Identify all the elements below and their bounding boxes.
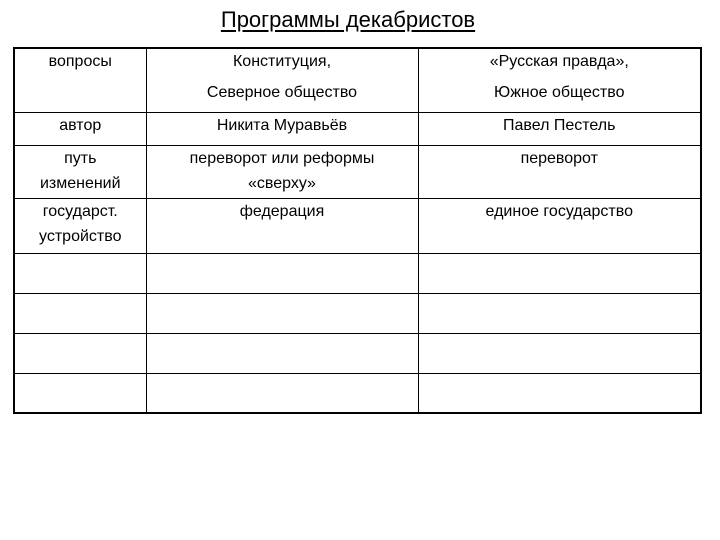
header-north-line-1: Конституция, xyxy=(232,53,332,70)
header-questions-label: вопросы xyxy=(48,53,112,70)
empty-cell xyxy=(418,334,701,374)
row-author-label: автор xyxy=(59,117,102,134)
row-structure-south: единое государство xyxy=(485,203,633,220)
row-structure-label-line-1: государст. xyxy=(42,203,118,220)
row-author-north: Никита Муравьёв xyxy=(216,117,348,134)
header-south-line-1: «Русская правда», xyxy=(489,53,629,70)
table-row-author xyxy=(14,113,701,146)
page-title-text: Программы декабристов xyxy=(220,7,476,32)
comparison-table xyxy=(13,47,702,414)
row-path-north-cell xyxy=(146,146,418,199)
empty-cell xyxy=(418,294,701,334)
page-title xyxy=(0,6,696,34)
table-row-empty xyxy=(14,294,701,334)
header-south-line-2: Южное общество xyxy=(494,84,625,101)
row-author-north-cell xyxy=(146,113,418,146)
empty-cell xyxy=(418,254,701,294)
empty-cell xyxy=(418,374,701,414)
empty-cell xyxy=(14,294,146,334)
table-row-path xyxy=(14,146,701,199)
empty-cell xyxy=(14,374,146,414)
row-structure-north: федерация xyxy=(239,203,325,220)
header-cell-south xyxy=(418,48,701,113)
table-row-empty xyxy=(14,374,701,414)
header-cell-questions xyxy=(14,48,146,113)
row-author-south: Павел Пестель xyxy=(503,117,616,134)
header-north-line-2: Северное общество xyxy=(206,84,358,101)
row-path-south: переворот xyxy=(520,150,598,167)
row-path-north-line-2: «сверху» xyxy=(248,175,316,192)
header-cell-north xyxy=(146,48,418,113)
row-path-label-line-2: изменений xyxy=(39,175,121,192)
row-structure-label-cell xyxy=(14,199,146,254)
table-header-row xyxy=(14,48,701,113)
row-structure-south-cell xyxy=(418,199,701,254)
empty-cell xyxy=(146,254,418,294)
empty-cell xyxy=(146,374,418,414)
row-author-south-cell xyxy=(418,113,701,146)
row-path-label-cell xyxy=(14,146,146,199)
table-row-structure xyxy=(14,199,701,254)
row-path-label-line-1: путь xyxy=(64,150,97,167)
row-path-south-cell xyxy=(418,146,701,199)
empty-cell xyxy=(14,254,146,294)
row-structure-label-line-2: устройство xyxy=(39,228,122,245)
table-row-empty xyxy=(14,334,701,374)
empty-cell xyxy=(146,334,418,374)
row-author-label-cell xyxy=(14,113,146,146)
row-path-north-line-1: переворот или реформы xyxy=(189,150,375,167)
empty-cell xyxy=(146,294,418,334)
empty-cell xyxy=(14,334,146,374)
row-structure-north-cell xyxy=(146,199,418,254)
table-row-empty xyxy=(14,254,701,294)
